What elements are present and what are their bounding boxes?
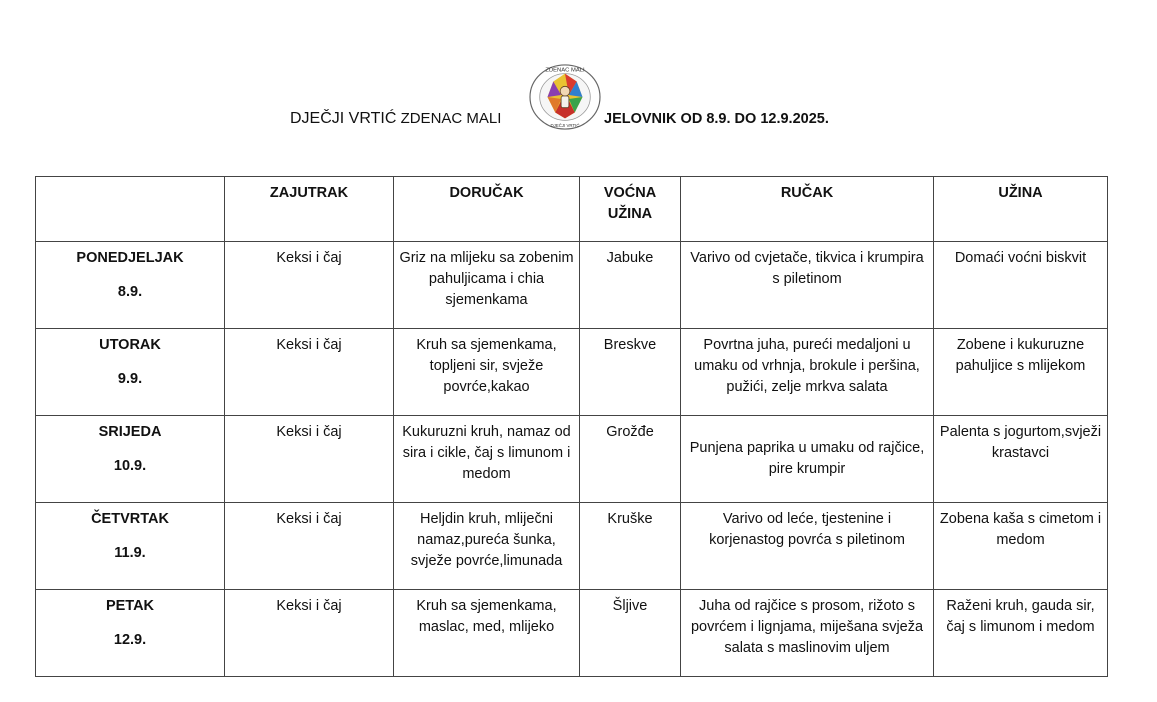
table-row xyxy=(36,590,1108,677)
zajutrak-cell: Keksi i čaj xyxy=(225,590,394,677)
logo-top-text: ZDENAC MALI xyxy=(545,67,585,74)
vocna-uzina-cell: Jabuke xyxy=(580,242,681,329)
day-date: 10.9. xyxy=(113,458,147,474)
zajutrak-cell: Keksi i čaj xyxy=(225,242,394,329)
day-cell xyxy=(36,416,225,503)
uzina-cell: Zobene i kukuruzne pahuljice s mlijekom xyxy=(934,329,1108,416)
table-header-row xyxy=(36,177,1108,242)
column-header-uzina: UŽINA xyxy=(934,177,1108,242)
day-cell xyxy=(36,590,225,677)
day-cell xyxy=(36,242,225,329)
dorucak-cell: Kruh sa sjemenkama, maslac, med, mlijeko xyxy=(394,590,580,677)
logo-bottom-text: DJEČJI VRTIĆ xyxy=(550,123,580,129)
document-header xyxy=(0,60,1157,140)
day-date: 8.9. xyxy=(117,284,143,300)
uzina-cell: Raženi kruh, gauda sir, čaj s limunom i medom xyxy=(934,590,1108,677)
kindergarten-logo-icon xyxy=(526,62,604,132)
column-header-dorucak: DORUČAK xyxy=(394,177,580,242)
uzina-cell: Palenta s jogurtom,svježi krastavci xyxy=(934,416,1108,503)
day-name: UTORAK xyxy=(99,337,161,353)
column-header-vocna-uzina: VOĆNA UŽINA xyxy=(580,177,681,242)
table-row xyxy=(36,503,1108,590)
school-name xyxy=(290,110,501,128)
school-title: ZDENAC MALI xyxy=(400,110,502,127)
day-date: 9.9. xyxy=(117,371,143,387)
vocna-uzina-cell: Breskve xyxy=(580,329,681,416)
dorucak-cell: Kruh sa sjemenkama, topljeni sir, svježe povrće,kakao xyxy=(394,329,580,416)
vocna-uzina-cell: Grožđe xyxy=(580,416,681,503)
dorucak-cell: Kukuruzni kruh, namaz od sira i cikle, čaj s limunom i medom xyxy=(394,416,580,503)
vocna-uzina-cell: Šljive xyxy=(580,590,681,677)
column-header-zajutrak: ZAJUTRAK xyxy=(225,177,394,242)
day-name: PONEDJELJAK xyxy=(76,250,184,266)
column-header-day xyxy=(36,177,225,242)
day-date: 12.9. xyxy=(113,632,147,648)
school-prefix: DJEČJI VRTIĆ xyxy=(290,110,397,127)
table-row xyxy=(36,329,1108,416)
day-name: ČETVRTAK xyxy=(91,511,169,527)
rucak-cell: Povrtna juha, pureći medaljoni u umaku od vrhnja, brokule i peršina, pužići, zelje mrkva salata xyxy=(681,329,934,416)
zajutrak-cell: Keksi i čaj xyxy=(225,503,394,590)
column-header-rucak: RUČAK xyxy=(681,177,934,242)
uzina-cell: Domaći voćni biskvit xyxy=(934,242,1108,329)
zajutrak-cell: Keksi i čaj xyxy=(225,416,394,503)
rucak-cell: Varivo od leće, tjestenine i korjenastog povrća s piletinom xyxy=(681,503,934,590)
vocna-uzina-cell: Kruške xyxy=(580,503,681,590)
menu-table xyxy=(35,176,1108,677)
menu-title: JELOVNIK OD 8.9. DO 12.9.2025. xyxy=(604,111,829,127)
day-name: SRIJEDA xyxy=(98,424,162,440)
rucak-cell: Varivo od cvjetače, tikvica i krumpira s piletinom xyxy=(681,242,934,329)
rucak-cell: Punjena paprika u umaku od rajčice, pire krumpir xyxy=(681,416,934,503)
day-cell xyxy=(36,503,225,590)
day-name: PETAK xyxy=(105,598,155,614)
day-date: 11.9. xyxy=(114,545,146,561)
zajutrak-cell: Keksi i čaj xyxy=(225,329,394,416)
table-row xyxy=(36,416,1108,503)
rucak-cell: Juha od rajčice s prosom, rižoto s povrćem i lignjama, miješana svježa salata s maslinovim uljem xyxy=(681,590,934,677)
dorucak-cell: Griz na mlijeku sa zobenim pahuljicama i chia sjemenkama xyxy=(394,242,580,329)
uzina-cell: Zobena kaša s cimetom i medom xyxy=(934,503,1108,590)
dorucak-cell: Heljdin kruh, mliječni namaz,pureća šunka, svježe povrće,limunada xyxy=(394,503,580,590)
table-row xyxy=(36,242,1108,329)
day-cell xyxy=(36,329,225,416)
